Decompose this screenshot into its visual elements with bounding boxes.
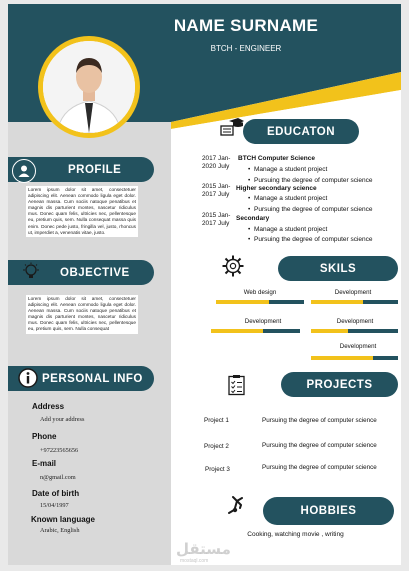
email-value: n@gmail.com: [40, 474, 76, 481]
education-2-bullet-1: • Manage a student project: [254, 195, 327, 202]
address-value: Add your address: [40, 416, 85, 423]
section-projects-heading: [281, 372, 398, 397]
education-3-years: [202, 212, 230, 228]
name-heading: NAME SURNAME: [173, 16, 319, 35]
skill-1-bar: [216, 300, 304, 304]
skill-3-label: Development: [244, 318, 282, 325]
section-education-heading: [243, 119, 359, 144]
project-2-desc: Pursuing the degree of computer science: [262, 442, 377, 449]
projects-heading-text: PROJECTS: [306, 378, 373, 391]
checklist-icon: [226, 373, 248, 397]
section-hobbies-heading: [263, 497, 394, 525]
hobbies-text: Cooking, watching movie , writing: [247, 531, 344, 538]
skill-1-fill: [216, 300, 269, 304]
gear-icon: [220, 254, 246, 278]
education-1-bullet-2: • Pursuing the degree of computer science: [254, 177, 373, 184]
email-label: E-mail: [32, 459, 57, 468]
skill-2-bar: [311, 300, 398, 304]
education-3-bullet-1: • Manage a student project: [254, 226, 327, 233]
education-2-degree: Higher secondary science: [236, 185, 317, 192]
job-title: BTCH - ENGINEER: [210, 44, 282, 53]
project-3-name: Project 3: [205, 466, 230, 473]
education-heading-text: EDUCATON: [266, 125, 336, 138]
info-icon: [17, 367, 39, 389]
section-skills-heading: [278, 256, 398, 281]
education-3-degree: Secondary: [236, 215, 270, 222]
address-label: Address: [32, 402, 65, 411]
person-icon: [12, 159, 36, 183]
skill-4-fill: [311, 329, 348, 333]
language-label: Known language: [31, 515, 95, 524]
skill-1-label: Web design: [243, 289, 277, 296]
watermark-logo: مستقل: [176, 541, 231, 558]
skill-5-fill: [311, 356, 373, 360]
dob-label: Date of birth: [32, 489, 80, 498]
profile-photo: [43, 41, 135, 133]
running-person-icon: [226, 494, 248, 520]
education-2-bullet-2: • Pursuing the degree of computer science: [254, 206, 373, 213]
phone-value: +97223565656: [40, 447, 79, 454]
project-1-name: Project 1: [204, 417, 229, 424]
profile-photo-frame: [38, 36, 140, 138]
graduation-cap-icon: [218, 117, 244, 139]
lightbulb-icon: [20, 261, 42, 283]
profile-text: Lorem ipsum dolor sit amet, consectetuer adipiscing elit. Aenean commodo ligula eget dolor. Aenean massa. Cum sociis natoque penatibus et magnis dis parturient montes, nascetur ridiculus mus. Donec quam felis, ultricies nec, pellentesque eu, pretium quis, sem. Nulla consequat massa quis enim. Donec pede justo, fringilla vel, justo, rhoncus ut, imperdiet a, venenatis vitae, justo.: [26, 186, 138, 237]
skill-3-bar: [211, 329, 300, 333]
resume-page: [8, 4, 401, 565]
education-1-years: [202, 155, 230, 171]
skill-5-bar: [311, 356, 398, 360]
project-2-name: Project 2: [204, 443, 229, 450]
education-2-years-text: 2015 Jan- 2017 July: [202, 183, 231, 198]
skill-3-fill: [211, 329, 263, 333]
hobbies-heading-text: HOBBIES: [300, 505, 357, 517]
education-3-years-text: 2015 Jan- 2017 July: [202, 212, 231, 227]
objective-text: Lorem ipsum dolor sit amet, consectetuer adipiscing elit. Aenean commodo ligula eget dolor. Aenean massa. Cum sociis natoque penatibus et magnis dis parturient montes, nascetur ridiculus mus. Donec quam felis, ultricies nec, pellentesque eu, pretium quis, sem. Nulla consequat: [26, 295, 138, 334]
skill-2-label: Development: [334, 289, 372, 296]
project-1-desc: Pursuing the degree of computer science: [262, 417, 377, 424]
skill-4-label: Development: [336, 318, 374, 325]
language-value: Arabic, English: [40, 527, 80, 534]
education-1-years-text: 2017 Jan- 2020 July: [202, 155, 231, 170]
personal-info-heading-text: PERSONAL INFO: [42, 372, 143, 385]
education-1-degree: BTCH Computer Science: [238, 155, 315, 162]
skills-heading-text: SKILS: [319, 262, 357, 275]
skill-5-label: Development: [339, 343, 377, 350]
phone-label: Phone: [32, 432, 57, 441]
person-photo-illustration: [43, 41, 135, 133]
profile-heading-text: PROFILE: [68, 163, 122, 176]
education-2-years: [202, 183, 230, 199]
objective-heading-text: OBJECTIVE: [60, 266, 130, 279]
watermark-url: mostaql.com: [180, 558, 209, 564]
education-3-bullet-2: • Pursuing the degree of computer science: [254, 236, 373, 243]
education-1-bullet-1: • Manage a student project: [254, 166, 327, 173]
project-3-desc: Pursuing the degree of computer science: [262, 464, 377, 471]
dob-value: 15/04/1997: [40, 502, 69, 509]
skill-4-bar: [311, 329, 398, 333]
skill-2-fill: [311, 300, 363, 304]
